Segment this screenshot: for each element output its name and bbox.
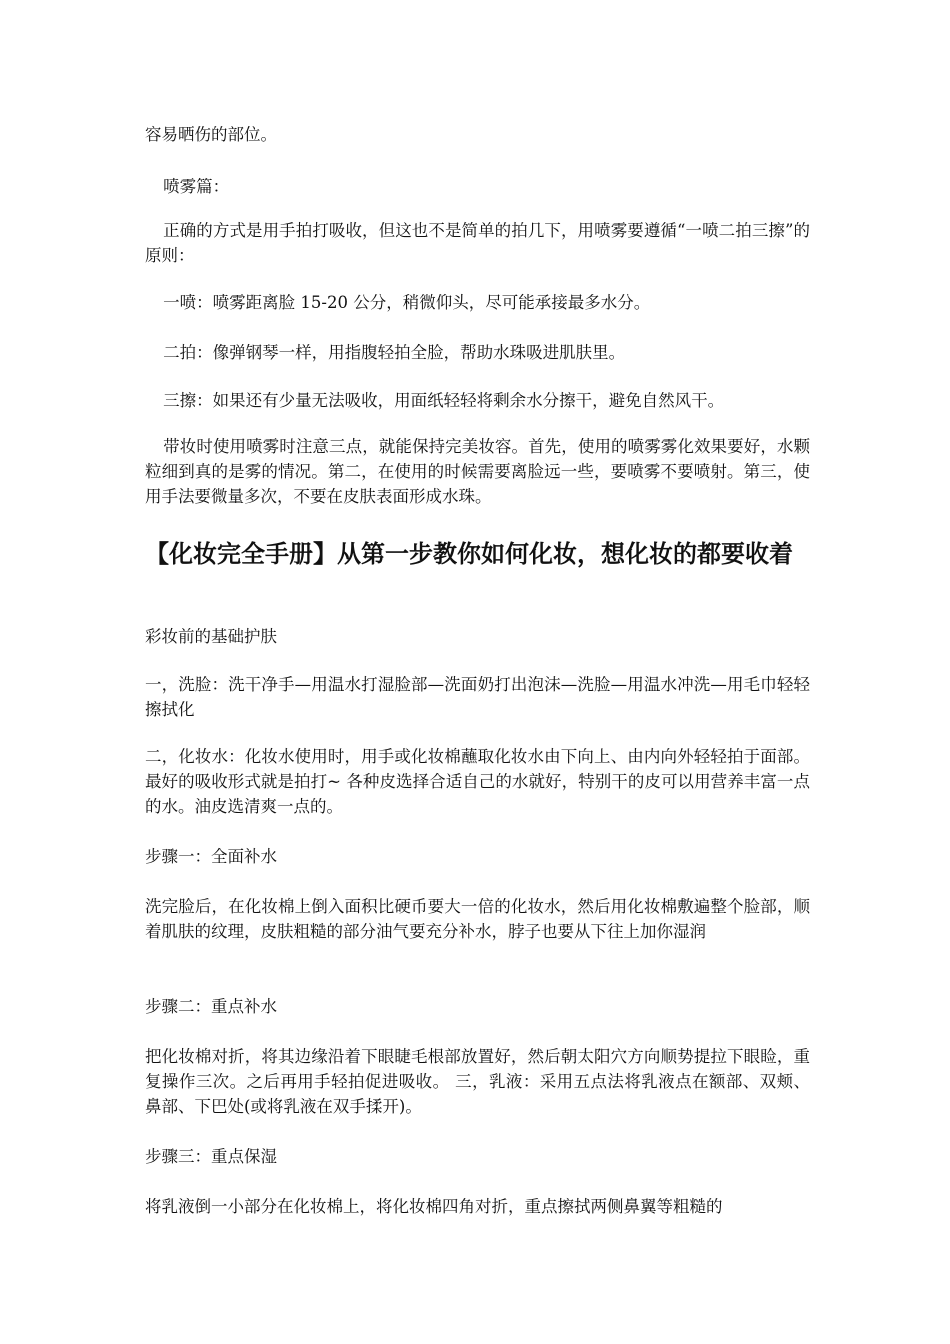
paragraph-step-two-title: 步骤二：重点补水 (145, 997, 277, 1016)
paragraph-face-wash: 一，洗脸：洗干净手—用温水打湿脸部—洗面奶打出泡沫—洗脸—用温水冲洗—用毛巾轻轻擦拭化 (145, 675, 810, 719)
paragraph-sunburn-areas: 容易晒伤的部位。 (145, 125, 277, 144)
paragraph-step-one-title: 步骤一：全面补水 (145, 847, 277, 866)
paragraph-spray-title: 喷雾篇： (163, 177, 230, 196)
section-heading: 【化妆完全手册】从第一步教你如何化妆，想化妆的都要收着 (145, 540, 793, 568)
paragraph-step-one-body: 洗完脸后，在化妆棉上倒入面积比硬币要大一倍的化妆水，然后用化妆棉敷遍整个脸部，顺着肌肤的纹理，皮肤粗糙的部分油气要充分补水，脖子也要从下往上加你湿润 (145, 897, 810, 941)
paragraph-spray-step-one: 一喷：喷雾距离脸 15-20 公分，稍微仰头，尽可能承接最多水分。 (163, 293, 651, 312)
paragraph-spray-step-three: 三擦：如果还有少量无法吸收，用面纸轻轻将剩余水分擦干，避免自然风干。 (163, 391, 725, 410)
paragraph-toner: 二，化妆水：化妆水使用时，用手或化妆棉蘸取化妆水由下向上、由内向外轻轻拍于面部。最好的吸收形式就是拍打~ 各种皮选择合适自己的水就好，特别干的皮可以用营养丰富一点的水。油皮选清爽一点的。 (145, 747, 810, 816)
paragraph-spray-principle: 正确的方式是用手拍打吸收，但这也不是简单的拍几下，用喷雾要遵循“一喷二拍三擦”的原则： (145, 221, 810, 265)
paragraph-spray-step-two: 二拍：像弹钢琴一样，用指腹轻拍全脸，帮助水珠吸进肌肤里。 (163, 343, 626, 362)
paragraph-basic-skincare: 彩妆前的基础护肤 (145, 627, 277, 646)
paragraph-step-three-title: 步骤三：重点保湿 (145, 1147, 277, 1166)
paragraph-step-three-body: 将乳液倒一小部分在化妆棉上，将化妆棉四角对折，重点擦拭两侧鼻翼等粗糙的 (145, 1197, 723, 1216)
paragraph-step-two-body: 把化妆棉对折，将其边缘沿着下眼睫毛根部放置好，然后朝太阳穴方向顺势提拉下眼睑，重复操作三次。之后再用手轻拍促进吸收。 三，乳液：采用五点法将乳液点在额部、双颊、鼻部、下巴处(或将乳液在双手揉开)。 (145, 1047, 810, 1116)
paragraph-spray-makeup-tips: 带妆时使用喷雾时注意三点，就能保持完美妆容。首先，使用的喷雾雾化效果要好，水颗粒细到真的是雾的情况。第二，在使用的时候需要离脸远一些，要喷雾不要喷射。第三，使用手法要微量多次，不要在皮肤表面形成水珠。 (145, 437, 810, 506)
